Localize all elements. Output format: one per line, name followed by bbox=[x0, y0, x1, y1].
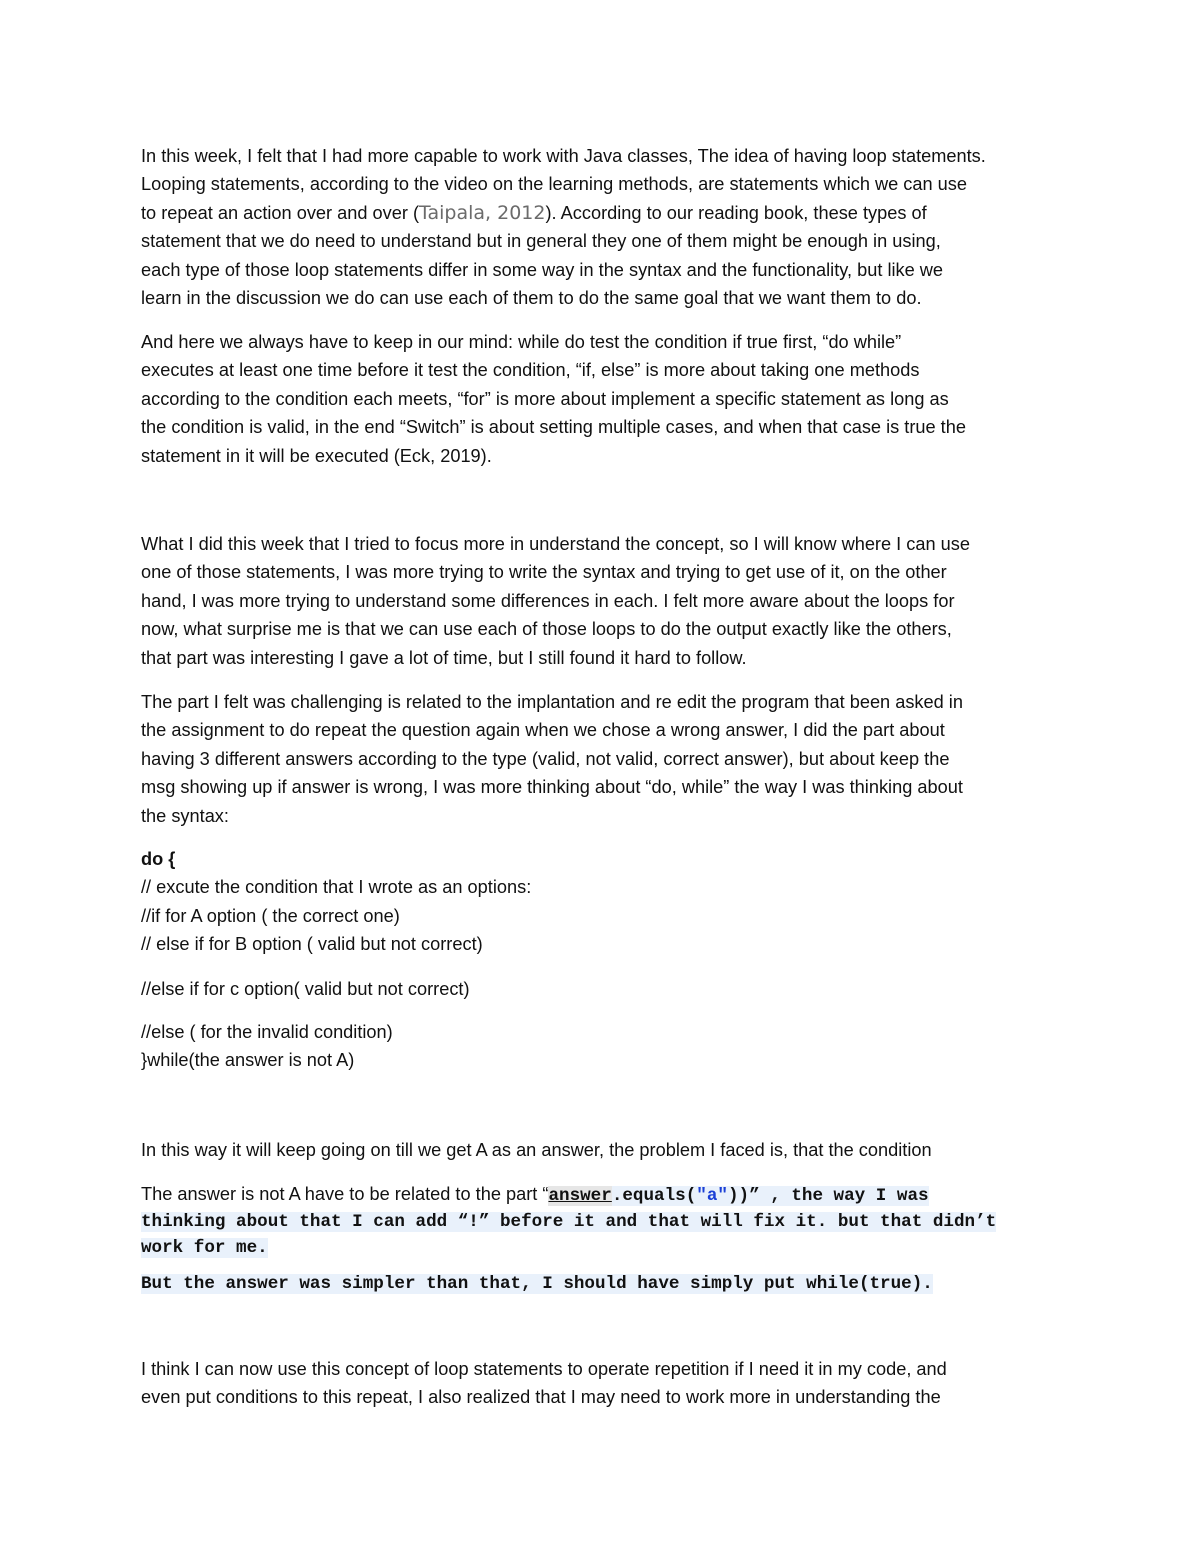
text-line: the condition is valid, in the end “Switch” is about setting multiple cases, and when that case is true the bbox=[141, 417, 966, 438]
pseudocode-line: // excute the condition that I wrote as an options: bbox=[141, 877, 532, 898]
citation: Taipala, 2012 bbox=[419, 201, 546, 224]
text-line: the syntax: bbox=[141, 805, 229, 826]
text-line: one of those statements, I was more trying to write the syntax and trying to get use of it, on the other bbox=[141, 562, 947, 583]
pseudocode-do-line: do { bbox=[141, 849, 176, 869]
code-text: thinking about that I can add “!” before it and that will fix it. but that didn’t bbox=[141, 1212, 997, 1232]
text-line bbox=[141, 1271, 933, 1297]
code-close: )) bbox=[727, 1186, 750, 1206]
text-line: learn in the discussion we do can use each of them to do the same goal that we want them to do. bbox=[141, 288, 922, 309]
code-text: work for me. bbox=[141, 1238, 268, 1258]
text-fragment: to repeat an action over and over ( bbox=[141, 202, 420, 223]
text-line: even put conditions to this repeat, I also realized that I may need to work more in understanding the bbox=[141, 1387, 941, 1408]
text-line: In this way it will keep going on till we get A as an answer, the problem I faced is, that the condition bbox=[141, 1140, 932, 1160]
paragraph-conclusion bbox=[141, 1355, 1061, 1412]
pseudocode-line: // else if for B option ( valid but not correct) bbox=[141, 934, 483, 955]
pseudocode-line: //if for A option ( the correct one) bbox=[141, 905, 400, 926]
paragraph-solution bbox=[141, 1271, 933, 1297]
text-line bbox=[141, 1235, 996, 1261]
paragraph-intro bbox=[141, 142, 1061, 312]
text-line: according to the condition each meets, “for” is more about implement a specific statement as long as bbox=[141, 388, 949, 409]
text-line: And here we always have to keep in our mind: while do test the condition if true first, “do while” bbox=[141, 332, 902, 352]
text-line: having 3 different answers according to the type (valid, not valid, correct answer), but about keep the bbox=[141, 748, 950, 769]
text-line: now, what surprise me is that we can use each of those loops to do the output exactly like the others, bbox=[141, 619, 952, 640]
code-text: But the answer was simpler than that, I should have simply put while(true). bbox=[141, 1274, 933, 1294]
text-line: executes at least one time before it test the condition, “if, else” is more about taking one methods bbox=[141, 360, 920, 381]
text-line: statement that we do need to understand but in general they one of them might be enough in using, bbox=[141, 231, 941, 252]
text-line: each type of those loop statements differ in some way in the syntax and the functionality, but like we bbox=[141, 259, 944, 280]
paragraph-problem bbox=[141, 1136, 1061, 1164]
paragraph-challenge bbox=[141, 688, 1061, 830]
text-line: that part was interesting I gave a lot of time, but I still found it hard to follow. bbox=[141, 647, 747, 668]
code-text: ” , the way I was bbox=[749, 1186, 929, 1206]
paragraph-what-i-did bbox=[141, 530, 1061, 672]
code-dot: . bbox=[611, 1186, 623, 1206]
pseudocode-block bbox=[141, 975, 1061, 1003]
code-method: equals( bbox=[622, 1186, 697, 1206]
text-fragment: The answer is not A have to be related to the part “ bbox=[141, 1184, 549, 1204]
paragraph-loop-types bbox=[141, 328, 1061, 470]
text-line: hand, I was more trying to understand some differences in each. I felt more aware about the loops for bbox=[141, 590, 955, 611]
pseudocode-block bbox=[141, 1018, 1061, 1075]
pseudocode-line: //else if for c option( valid but not correct) bbox=[141, 979, 470, 999]
text-line bbox=[141, 1180, 996, 1209]
text-line: What I did this week that I tried to focus more in understand the concept, so I will know where I can use bbox=[141, 534, 970, 554]
text-fragment: ). According to our reading book, these types of bbox=[545, 202, 927, 223]
text-line: msg showing up if answer is wrong, I was more thinking about “do, while” the way I was thinking about bbox=[141, 777, 963, 798]
pseudocode-line: }while(the answer is not A) bbox=[141, 1050, 355, 1071]
text-line: statement in it will be executed (Eck, 2019). bbox=[141, 445, 492, 466]
pseudocode-line: //else ( for the invalid condition) bbox=[141, 1022, 393, 1042]
code-string: "a" bbox=[696, 1186, 728, 1206]
paragraph-code-attempt bbox=[141, 1180, 996, 1261]
text-line: Looping statements, according to the video on the learning methods, are statements which we can use bbox=[141, 174, 968, 195]
text-line: In this week, I felt that I had more capable to work with Java classes, The idea of having loop statements. bbox=[141, 146, 986, 166]
text-line: I think I can now use this concept of loop statements to operate repetition if I need it in my code, and bbox=[141, 1359, 947, 1379]
text-line bbox=[141, 199, 1061, 227]
text-line: The part I felt was challenging is related to the implantation and re edit the program that been asked in bbox=[141, 692, 963, 712]
text-line: the assignment to do repeat the question again when we chose a wrong answer, I did the part about bbox=[141, 720, 945, 741]
code-variable: answer bbox=[548, 1186, 612, 1206]
text-line bbox=[141, 1209, 996, 1235]
pseudocode-block bbox=[141, 845, 1061, 959]
